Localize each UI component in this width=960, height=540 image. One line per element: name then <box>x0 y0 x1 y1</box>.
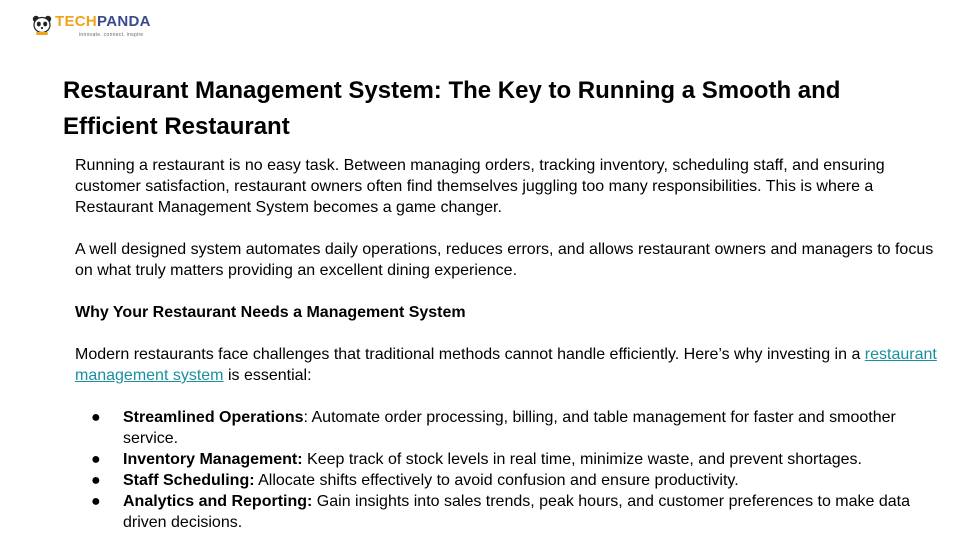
second-paragraph: A well designed system automates daily operations, reduces errors, and allows restaurant owners and managers to focus on what truly matters providing an excellent dining experience. <box>75 241 934 279</box>
third-paragraph <box>75 344 947 386</box>
bullet-icon: ● <box>91 409 101 426</box>
article-body <box>75 155 947 533</box>
list-item <box>75 449 947 470</box>
brand-tagline: innovate. connect. inspire <box>79 32 144 38</box>
list-item <box>75 470 947 491</box>
third-paragraph-text: Modern restaurants face challenges that traditional methods cannot handle efficiently. Here’s why investing in a <box>75 346 865 363</box>
list-item-title: Streamlined Operations <box>123 409 304 426</box>
third-paragraph-tail: is essential: <box>223 367 312 384</box>
list-item-text: : Automate order processing, billing, and table management for faster and smoother service. <box>123 409 896 447</box>
section-heading: Why Your Restaurant Needs a Management System <box>75 304 466 321</box>
list-item-text: Allocate shifts effectively to avoid confusion and ensure productivity. <box>254 472 739 489</box>
bullet-icon: ● <box>91 451 101 468</box>
list-item-title: Inventory Management: <box>123 451 303 468</box>
article-title: Restaurant Management System: The Key to Running a Smooth and Efficient Restaurant <box>63 77 841 140</box>
restaurant-management-system-link[interactable]: restaurant management system <box>75 346 937 384</box>
benefits-list <box>75 407 947 533</box>
brand-name <box>55 12 151 32</box>
list-item-text: Keep track of stock levels in real time, minimize waste, and prevent shortages. <box>302 451 862 468</box>
bullet-icon: ● <box>91 472 101 489</box>
panda-icon <box>32 14 52 36</box>
list-item-title: Analytics and Reporting: <box>123 493 313 510</box>
intro-paragraph: Running a restaurant is no easy task. Between managing orders, tracking inventory, scheduling staff, and ensuring customer satisfaction, restaurant owners often find themselves juggling too many responsibilities. This is where a Restaurant Management System becomes a game changer. <box>75 157 885 216</box>
brand-name-part1: TECH <box>55 13 98 30</box>
bullet-icon: ● <box>91 493 101 510</box>
brand-name-part2: PANDA <box>97 13 151 30</box>
brand-logo[interactable] <box>32 12 151 38</box>
list-item-title: Staff Scheduling: <box>123 472 255 489</box>
list-item <box>75 491 947 533</box>
list-item-text: Gain insights into sales trends, peak hours, and customer preferences to make data driven decisions. <box>123 493 911 531</box>
list-item <box>75 407 947 449</box>
